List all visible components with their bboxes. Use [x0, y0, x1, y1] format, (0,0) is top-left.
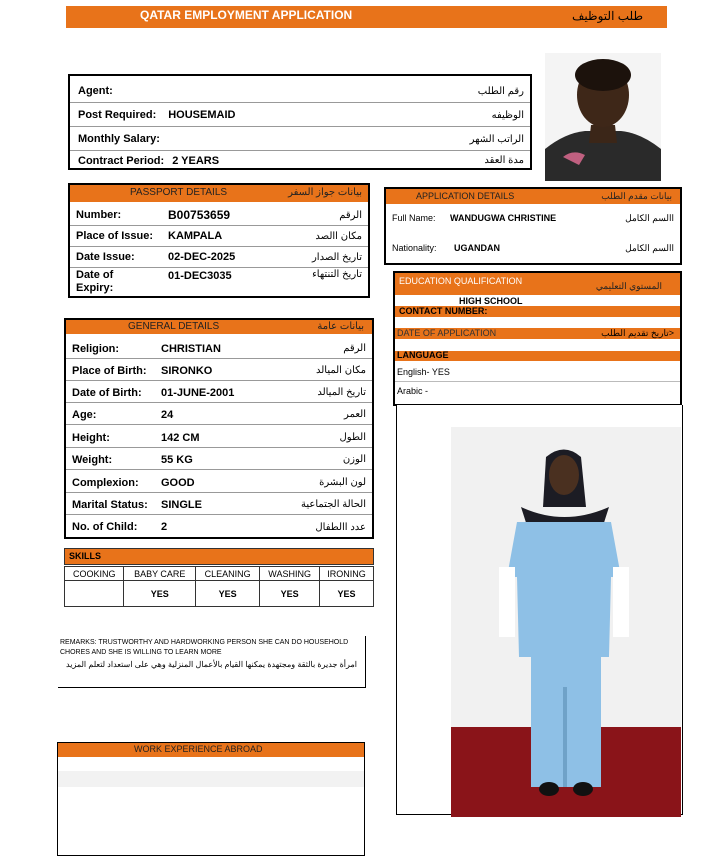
general-header: GENERAL DETAILS بيانات عامة	[66, 320, 372, 334]
skills-header: SKILLS	[64, 548, 374, 565]
headshot-photo	[545, 53, 661, 181]
contact-number-bar: CONTACT NUMBER:	[395, 306, 680, 317]
application-header: APPLICATION DETAILS بيانات مقدم الطلب	[386, 189, 680, 204]
skill-value: YES	[260, 581, 320, 607]
education-level: HIGH SCHOOL	[459, 296, 523, 306]
general-row: Date of Birth: 01-JUNE-2001 تاريخ الميالد	[66, 383, 372, 403]
skill-header: BABY CARE	[124, 567, 196, 581]
general-row: Height: 142 CM الطول	[66, 428, 372, 448]
agent-box	[68, 74, 532, 170]
date-of-application-bar: DATE OF APPLICATION <تاريخ تقديم الطلب	[395, 328, 680, 339]
skill-header: IRONING	[319, 567, 373, 581]
remarks-english: REMARKS: TRUSTWORTHY AND HARDWORKING PERSON SHE CAN DO HOUSEHOLD CHORES AND SHE IS WILLING TO LEARN MORE	[60, 639, 349, 656]
work-experience-header: WORK EXPERIENCE ABROAD	[58, 743, 364, 757]
page-title: QATAR EMPLOYMENT APPLICATION	[140, 8, 353, 22]
skills-table	[64, 566, 374, 607]
general-row: Weight: 55 KG الوزن	[66, 450, 372, 470]
arabic-language: Arabic -	[397, 386, 429, 396]
language-bar: LANGUAGE	[395, 351, 680, 361]
education-header: EDUCATION QUALIFICATION المستوي التعليمي	[395, 273, 680, 295]
general-row: No. of Child: 2 عدد االطفال	[72, 521, 366, 533]
page-title-arabic: طلب التوظيف	[572, 9, 644, 23]
remarks-arabic: امرأة جديرة بالثقة ومجتهدة يمكنها القيام بالأعمال المنزلية وهي على استعداد لتعلم المزيد	[66, 660, 357, 669]
skill-value: YES	[319, 581, 373, 607]
general-row: Place of Birth: SIRONKO مكان الميالد	[66, 361, 372, 381]
education-box	[393, 271, 682, 406]
contract-period-row: Contract Period: 2 YEARS مدة العقد	[78, 154, 524, 167]
date-expiry-row: Date of Expiry: 01-DEC3035 تاريخ التنتهاء	[76, 269, 362, 294]
place-of-issue-row: Place of Issue: KAMPALA مكان االصد	[70, 226, 368, 247]
english-language: English- YES	[395, 364, 680, 382]
skill-header: WASHING	[260, 567, 320, 581]
general-row: Marital Status: SINGLE الحالة الجتماعية	[66, 495, 372, 515]
skill-value	[65, 581, 124, 607]
skill-value: YES	[196, 581, 260, 607]
skill-value: YES	[124, 581, 196, 607]
passport-number-row: Number: B00753659 الرقم	[70, 205, 368, 226]
date-issue-row: Date Issue: 02-DEC-2025 تاريخ الصدار	[70, 247, 368, 268]
agent-row: Agent: رقم الطلب	[70, 80, 530, 103]
post-required-row: Post Required: HOUSEMAID الوظيفه	[70, 104, 530, 127]
application-box	[384, 187, 682, 265]
nationality-row: Nationality: UGANDAN االسم الكامل	[392, 242, 674, 253]
full-body-photo	[451, 427, 681, 817]
general-row: Complexion: GOOD لون البشرة	[66, 473, 372, 493]
passport-box	[68, 183, 370, 298]
remarks-box	[58, 636, 366, 688]
work-experience-box	[57, 742, 365, 856]
general-row: Age: 24 العمر	[66, 405, 372, 425]
monthly-salary-row: Monthly Salary: الراتب الشهر	[70, 128, 530, 151]
general-row: Religion: CHRISTIAN الرقم	[66, 339, 372, 359]
skill-header: CLEANING	[196, 567, 260, 581]
skill-header: COOKING	[65, 567, 124, 581]
full-name-row: Full Name: WANDUGWA CHRISTINE االسم الكامل	[392, 212, 674, 223]
passport-header: PASSPORT DETAILS بيانات جواز السفر	[70, 185, 368, 202]
